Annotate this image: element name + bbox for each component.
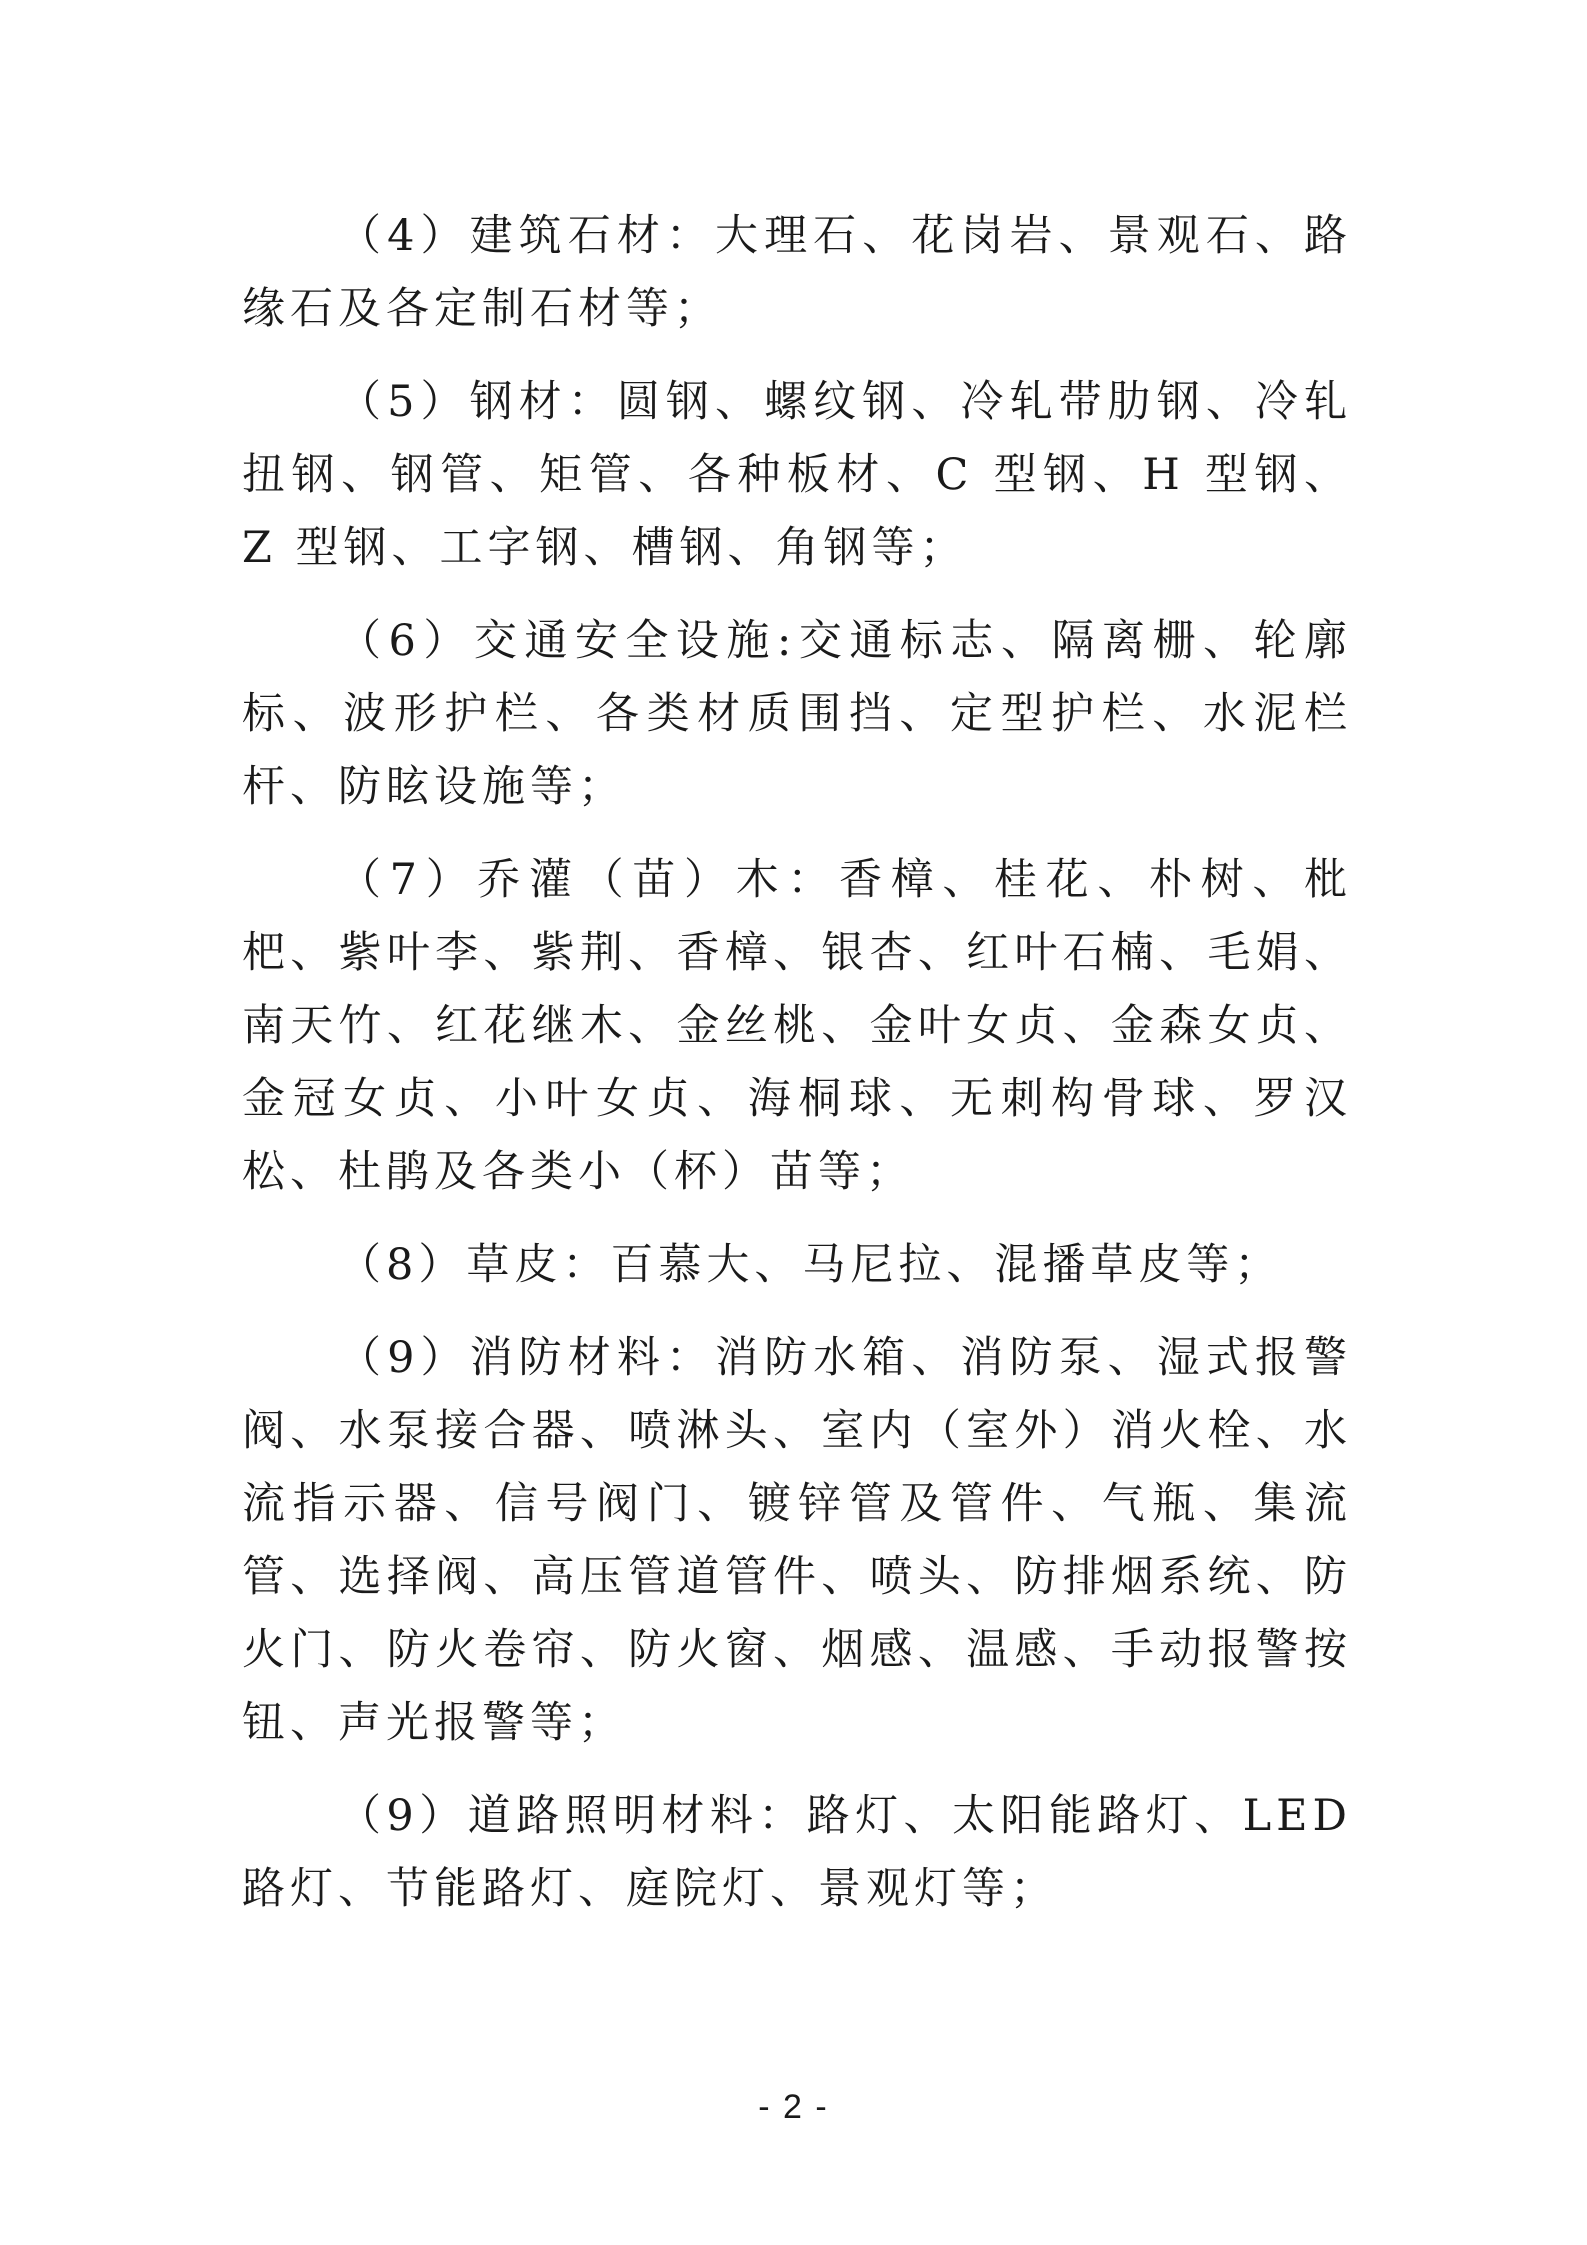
paragraph-fire-protection: （9）消防材料：消防水箱、消防泵、湿式报警阀、水泵接合器、喷淋头、室内（室外）消火栓、水流指示器、信号阀门、镀锌管及管件、气瓶、集流管、选择阀、高压管道管件、喷头、防排烟系统、防火门、防火卷帘、防火窗、烟感、温感、手动报警按钮、声光报警等；: [242, 1333, 1352, 1748]
paragraph-traffic-safety: （6）交通安全设施:交通标志、隔离栅、轮廓标、波形护栏、各类材质围挡、定型护栏、水泥栏杆、防眩设施等；: [242, 616, 1352, 812]
paragraph-road-lighting: （9）道路照明材料：路灯、太阳能路灯、LED 路灯、节能路灯、庭院灯、景观灯等；: [242, 1791, 1352, 1914]
paragraph-trees-shrubs: （7）乔灌（苗）木：香樟、桂花、朴树、枇杷、紫叶李、紫荆、香樟、银杏、红叶石楠、毛娟、南天竹、红花继木、金丝桃、金叶女贞、金森女贞、金冠女贞、小叶女贞、海桐球、无刺构骨球、罗汉松、杜鹃及各类小（杯）苗等；: [242, 855, 1352, 1197]
page-number: - 2 -: [758, 2088, 829, 2126]
paragraph-turf: （8）草皮：百慕大、马尼拉、混播草皮等；: [338, 1240, 1283, 1290]
document-body: [242, 200, 1352, 1946]
paragraph-steel: （5）钢材：圆钢、螺纹钢、冷轧带肋钢、冷轧扭钢、钢管、矩管、各种板材、C 型钢、H 型钢、Z 型钢、工字钢、槽钢、角钢等；: [242, 377, 1352, 573]
paragraph-building-stone: （4）建筑石材：大理石、花岗岩、景观石、路缘石及各定制石材等；: [242, 211, 1352, 334]
